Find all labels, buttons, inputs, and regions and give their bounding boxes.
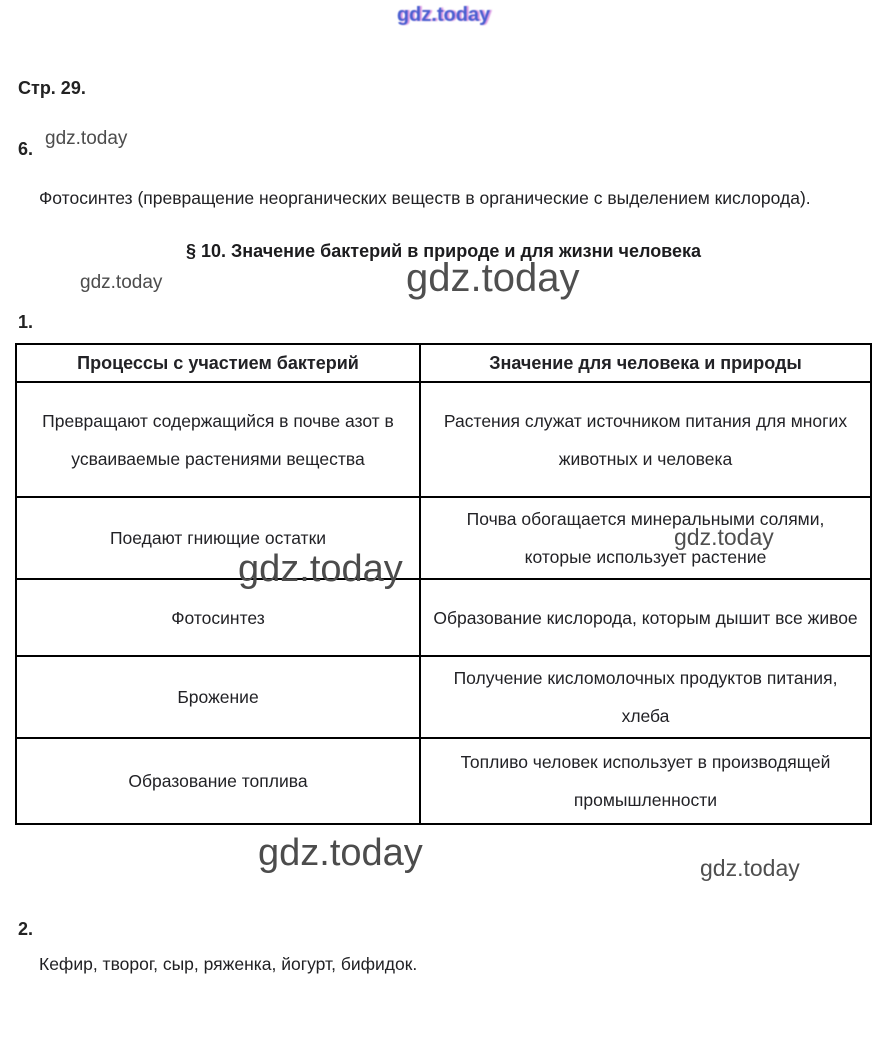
table-row [16, 656, 871, 738]
table-cell: Растения служат источником питания для многих животных и человека [420, 382, 871, 497]
watermark-text: gdz.today [406, 256, 580, 300]
question-1-label: 1. [18, 312, 34, 332]
bacteria-processes-table [15, 343, 872, 825]
table-cell: Почва обогащается минеральными солями, которые использует растение [420, 497, 871, 579]
watermark-site-logo: gdz.today [396, 4, 491, 26]
answer-2-text: Кефир, творог, сыр, ряженка, йогурт, бифидок. [39, 954, 418, 974]
page-reference: Стр. 29. [18, 78, 86, 98]
table-header-row [16, 344, 871, 382]
section-title: § 10. Значение бактерий в природе и для жизни человека [185, 241, 702, 261]
table-cell: Фотосинтез [16, 579, 420, 656]
watermark-text: gdz.today [700, 855, 800, 881]
table-cell: Образование кислорода, которым дышит все живое [420, 579, 871, 656]
watermark-text: gdz.today [45, 128, 128, 149]
document-content [0, 78, 887, 975]
table-header-cell: Процессы с участием бактерий [16, 344, 420, 382]
watermark-text: gdz.today [80, 272, 163, 293]
table-row [16, 738, 871, 824]
watermark-text: gdz.today [258, 832, 423, 874]
table-cell: Превращают содержащийся в почве азот в усваиваемые растениями вещества [16, 382, 420, 497]
table-cell: Поедают гниющие остатки [16, 497, 420, 579]
watermark-text: gdz.today [674, 524, 774, 550]
table-row [16, 382, 871, 497]
table-cell: Брожение [16, 656, 420, 738]
table-cell: Получение кисломолочных продуктов питания, хлеба [420, 656, 871, 738]
table-cell: Топливо человек использует в производящей промышленности [420, 738, 871, 824]
table-row [16, 497, 871, 579]
question-6-label: 6. [18, 139, 34, 159]
question-2-label: 2. [18, 919, 34, 939]
table-cell: Образование топлива [16, 738, 420, 824]
watermark-text: gdz.today [238, 548, 403, 590]
answer-6-text: Фотосинтез (превращение неорганических веществ в органические с выделением кислорода). [39, 188, 811, 208]
table-row [16, 579, 871, 656]
table-header-cell: Значение для человека и природы [420, 344, 871, 382]
